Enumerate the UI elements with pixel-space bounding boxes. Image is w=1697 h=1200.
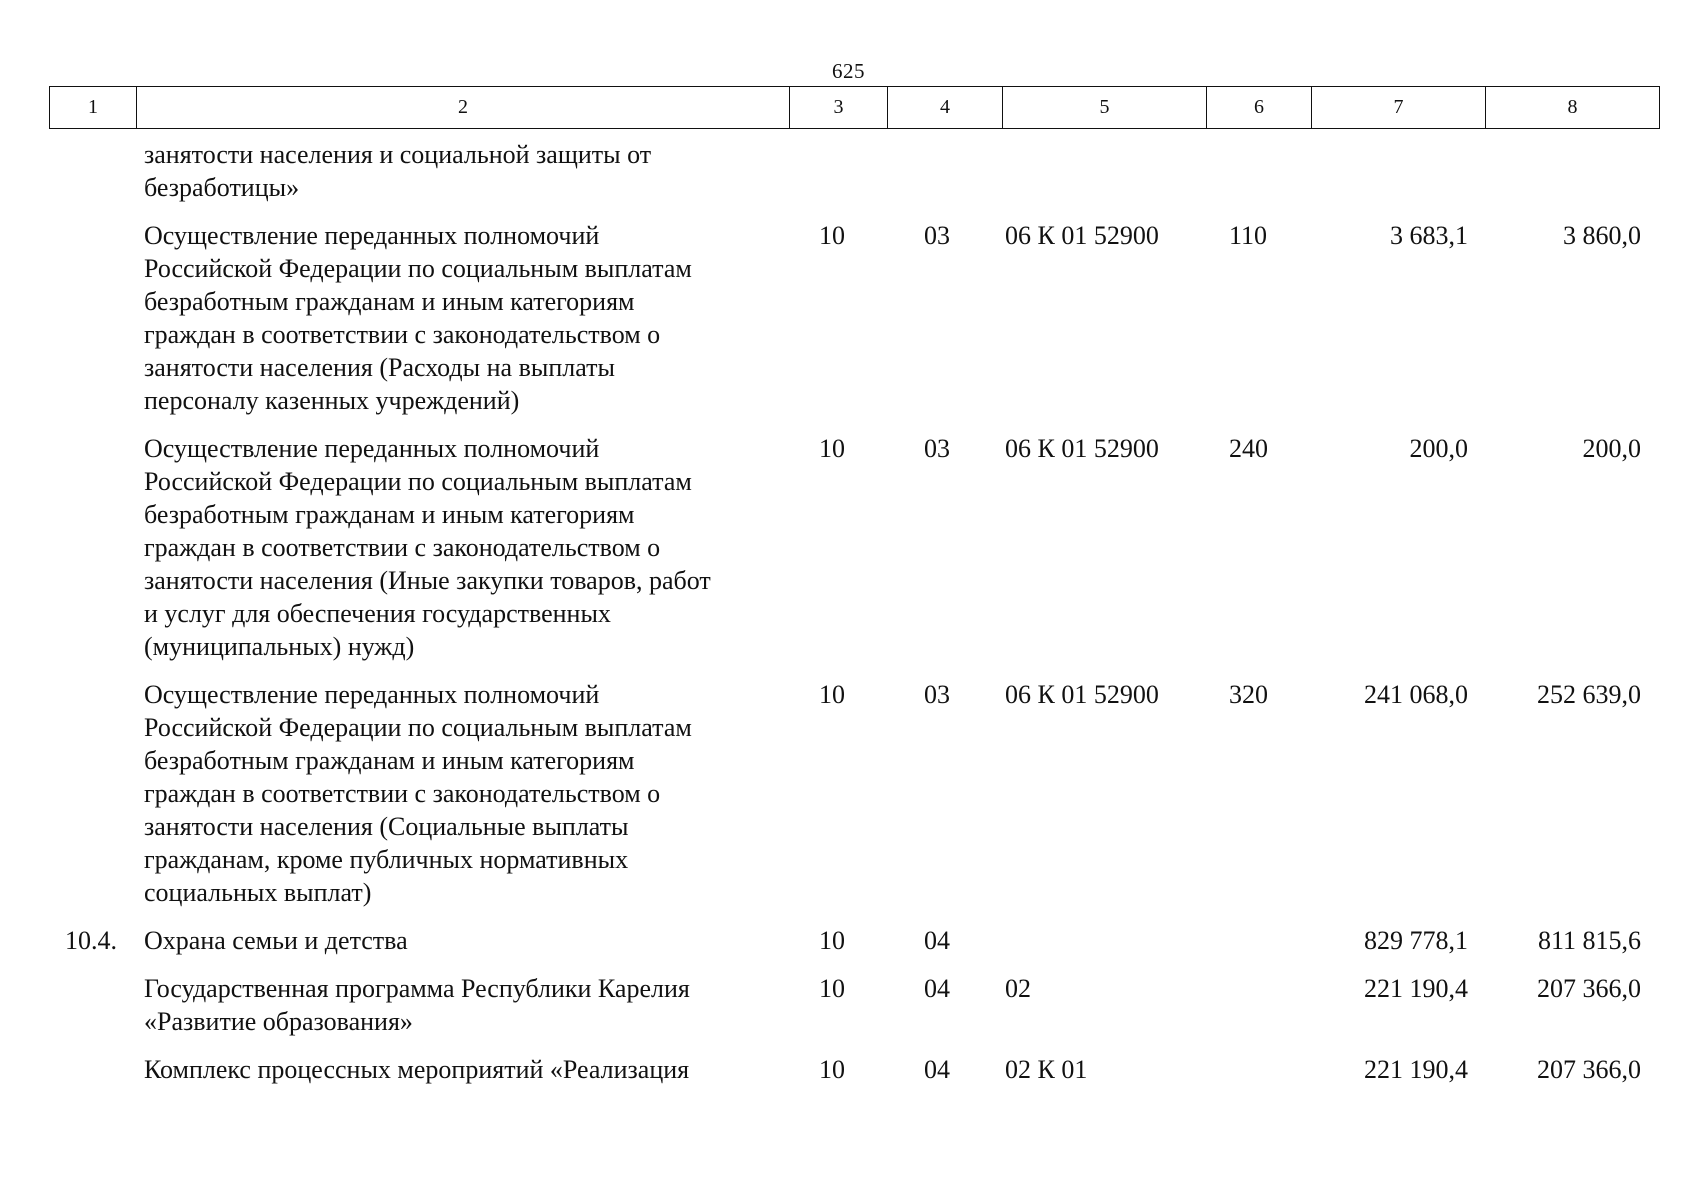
amount-col-8: 207 366,0 [1537, 974, 1641, 1003]
description-line: безработицы» [144, 173, 300, 202]
row-description [144, 924, 834, 957]
header-col-2: 2 [137, 87, 790, 129]
table-row [49, 678, 1649, 909]
target-article-code: 02 К 01 [1005, 1055, 1088, 1084]
expense-type-code: 240 [1229, 434, 1268, 463]
description-line: (муниципальных) нужд) [144, 632, 415, 661]
description-line: безработным гражданам и иным категориям [144, 746, 635, 775]
amount-col-8: 200,0 [1582, 434, 1641, 463]
description-line: Российской Федерации по социальным выплатам [144, 254, 692, 283]
description-line: занятости населения и социальной защиты от [144, 140, 652, 169]
expense-type-code: 110 [1229, 221, 1268, 250]
header-col-6: 6 [1207, 87, 1312, 129]
section-code: 10 [819, 680, 845, 709]
amount-col-8: 252 639,0 [1537, 680, 1641, 709]
subsection-code: 03 [924, 680, 950, 709]
row-description [144, 138, 834, 204]
description-line: безработным гражданам и иным категориям [144, 287, 635, 316]
row-description [144, 219, 834, 417]
table-row [49, 1053, 1649, 1086]
description-line: «Развитие образования» [144, 1007, 413, 1036]
description-line: Государственная программа Республики Карелия [144, 974, 690, 1003]
description-line: Комплекс процессных мероприятий «Реализация [144, 1055, 690, 1084]
description-line: Осуществление переданных полномочий [144, 680, 600, 709]
section-code: 10 [819, 1055, 845, 1084]
description-line: Осуществление переданных полномочий [144, 434, 600, 463]
header-col-4: 4 [888, 87, 1003, 129]
description-line: и услуг для обеспечения государственных [144, 599, 611, 628]
table-row [49, 924, 1649, 957]
table-row [49, 219, 1649, 417]
description-line: занятости населения (Иные закупки товаров, работ [144, 566, 711, 595]
row-description [144, 972, 834, 1038]
header-col-8: 8 [1486, 87, 1660, 129]
expense-type-code: 320 [1229, 680, 1268, 709]
amount-col-7: 221 190,4 [1364, 974, 1468, 1003]
row-description [144, 1053, 834, 1086]
target-article-code: 06 К 01 52900 [1005, 680, 1159, 709]
subsection-code: 03 [924, 221, 950, 250]
row-number: 10.4. [65, 926, 117, 955]
table-row [49, 138, 1649, 204]
section-code: 10 [819, 926, 845, 955]
header-col-5: 5 [1003, 87, 1207, 129]
description-line: граждан в соответствии с законодательством о [144, 779, 661, 808]
target-article-code: 02 [1005, 974, 1031, 1003]
description-line: персоналу казенных учреждений) [144, 386, 520, 415]
amount-col-7: 829 778,1 [1364, 926, 1468, 955]
target-article-code: 06 К 01 52900 [1005, 434, 1159, 463]
section-code: 10 [819, 434, 845, 463]
amount-col-7: 241 068,0 [1364, 680, 1468, 709]
description-line: безработным гражданам и иным категориям [144, 500, 635, 529]
description-line: занятости населения (Социальные выплаты [144, 812, 629, 841]
header-col-3: 3 [790, 87, 888, 129]
subsection-code: 03 [924, 434, 950, 463]
description-line: социальных выплат) [144, 878, 372, 907]
description-line: гражданам, кроме публичных нормативных [144, 845, 629, 874]
amount-col-8: 811 815,6 [1537, 926, 1641, 955]
amount-col-8: 207 366,0 [1537, 1055, 1641, 1084]
table-row [49, 972, 1649, 1038]
row-description [144, 432, 834, 663]
subsection-code: 04 [924, 1055, 950, 1084]
description-line: Осуществление переданных полномочий [144, 221, 600, 250]
description-line: занятости населения (Расходы на выплаты [144, 353, 615, 382]
description-line: граждан в соответствии с законодательством о [144, 320, 661, 349]
row-description [144, 678, 834, 909]
header-col-7: 7 [1312, 87, 1486, 129]
amount-col-8: 3 860,0 [1563, 221, 1641, 250]
description-line: Российской Федерации по социальным выплатам [144, 713, 692, 742]
header-col-1: 1 [50, 87, 137, 129]
budget-table-body [49, 128, 1649, 1086]
description-line: Охрана семьи и детства [144, 926, 408, 955]
column-number-header [49, 86, 1660, 129]
page-number: 625 [832, 59, 865, 83]
subsection-code: 04 [924, 926, 950, 955]
amount-col-7: 200,0 [1409, 434, 1468, 463]
section-code: 10 [819, 221, 845, 250]
amount-col-7: 3 683,1 [1390, 221, 1468, 250]
description-line: Российской Федерации по социальным выплатам [144, 467, 692, 496]
subsection-code: 04 [924, 974, 950, 1003]
description-line: граждан в соответствии с законодательством о [144, 533, 661, 562]
target-article-code: 06 К 01 52900 [1005, 221, 1159, 250]
section-code: 10 [819, 974, 845, 1003]
table-row [49, 432, 1649, 663]
amount-col-7: 221 190,4 [1364, 1055, 1468, 1084]
